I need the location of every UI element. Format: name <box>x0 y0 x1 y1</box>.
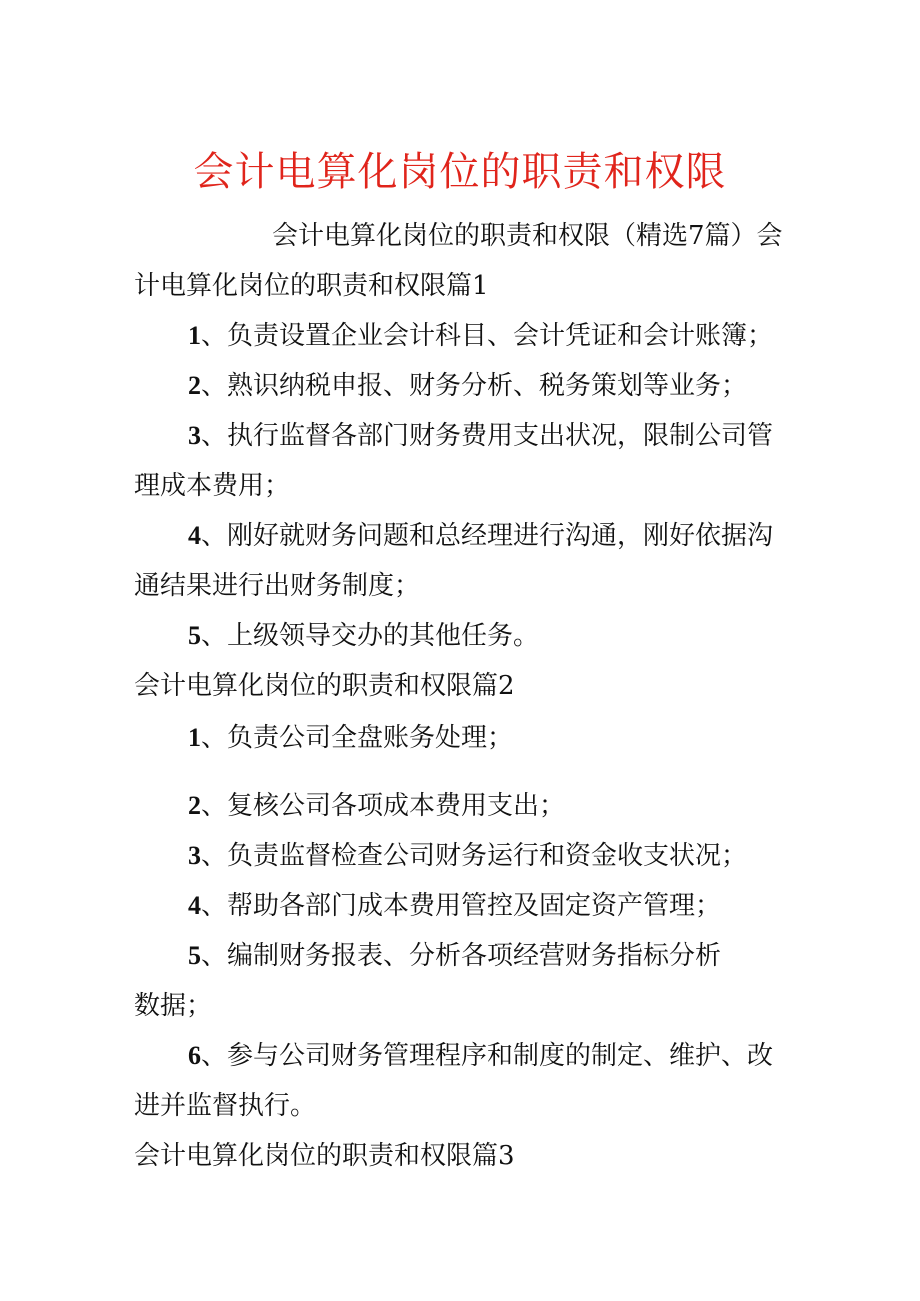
item-text: 、负责设置企业会计科目、会计凭证和会计账簿； <box>201 321 774 351</box>
item-number: 3 <box>188 421 201 450</box>
item-text: 、负责监督检查公司财务运行和资金收支状况； <box>201 841 748 871</box>
list-item <box>188 938 721 974</box>
list-item <box>188 888 721 924</box>
list-item <box>188 838 747 874</box>
list-item <box>188 1038 773 1074</box>
item-text: 、刚好就财务问题和总经理进行沟通，刚好依据沟 <box>201 521 774 551</box>
list-item-continuation: 进并监督执行。 <box>134 1091 317 1121</box>
item-text: 、熟识纳税申报、财务分析、税务策划等业务； <box>201 371 748 401</box>
intro-line-1: 会计电算化岗位的职责和权限（精选7篇）会 <box>272 221 783 251</box>
item-text: 、负责公司全盘账务处理； <box>201 723 514 753</box>
item-number: 3 <box>188 841 201 870</box>
list-item <box>188 618 539 654</box>
item-text: 、执行监督各部门财务费用支出状况，限制公司管 <box>201 421 774 451</box>
list-item <box>188 368 747 404</box>
item-text: 、编制财务报表、分析各项经营财务指标分析 <box>201 941 722 971</box>
item-number: 2 <box>188 371 201 400</box>
section-heading: 会计电算化岗位的职责和权限篇2 <box>134 671 515 701</box>
item-number: 6 <box>188 1041 201 1070</box>
list-item <box>188 518 773 554</box>
list-item <box>188 418 773 454</box>
list-item <box>188 720 513 756</box>
document-title: 会计电算化岗位的职责和权限 <box>193 149 727 195</box>
item-text: 、上级领导交办的其他任务。 <box>201 621 540 651</box>
item-number: 5 <box>188 941 201 970</box>
section-heading: 会计电算化岗位的职责和权限篇3 <box>134 1141 515 1171</box>
item-number: 5 <box>188 621 201 650</box>
list-item-continuation: 理成本费用； <box>134 471 291 501</box>
item-number: 4 <box>188 891 201 920</box>
item-text: 、复核公司各项成本费用支出； <box>201 791 566 821</box>
list-item <box>188 318 773 354</box>
item-number: 2 <box>188 791 201 820</box>
item-number: 4 <box>188 521 201 550</box>
item-number: 1 <box>188 321 201 350</box>
intro-line-2: 计电算化岗位的职责和权限篇1 <box>134 271 489 301</box>
list-item-continuation: 数据； <box>134 991 213 1021</box>
list-item <box>188 788 565 824</box>
item-text: 、参与公司财务管理程序和制度的制定、维护、改 <box>201 1041 774 1071</box>
item-number: 1 <box>188 723 201 752</box>
item-text: 、帮助各部门成本费用管控及固定资产管理； <box>201 891 722 921</box>
list-item-continuation: 通结果进行出财务制度； <box>134 571 421 601</box>
